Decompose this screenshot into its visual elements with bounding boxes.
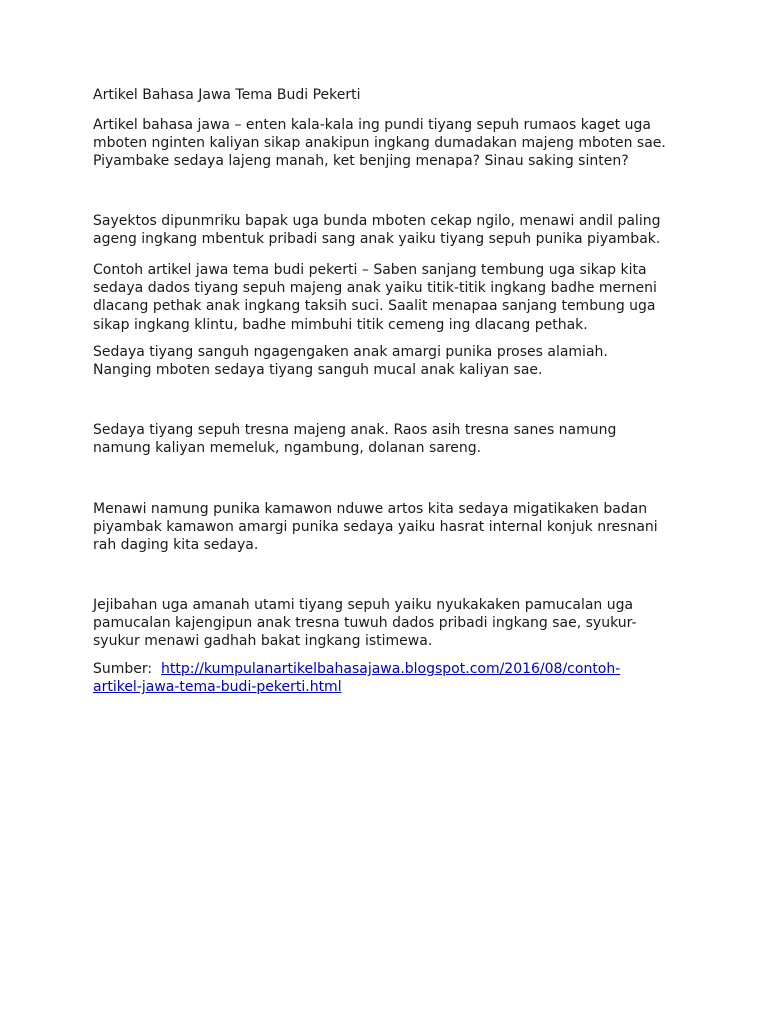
source-link[interactable]: http://kumpulanartikelbahasajawa.blogspot.com/2016/08/contoh- [161,661,621,677]
paragraph-line: Nanging mboten sedaya tiyang sanguh mucal anak kaliyan sae. [93,362,543,379]
paragraph-7 [93,596,637,651]
paragraph-line: mboten nginten kaliyan sikap anakipun ingkang dumadakan majeng mboten sae. [93,135,666,152]
paragraph-line: Sayektos dipunmriku bapak uga bunda mboten cekap ngilo, menawi andil paling [93,213,661,229]
source-line-1 [93,660,620,678]
paragraph-line: pamucalan kajengipun anak tresna tuwuh dados pribadi ingkang sae, syukur- [93,615,637,632]
paragraph-2 [93,212,660,248]
paragraph-line: Sedaya tiyang sanguh ngagengaken anak amargi punika proses alamiah. [93,344,608,360]
paragraph-line: sedaya dados tiyang sepuh majeng anak yaiku titik-titik ingkang badhe merneni [93,280,657,297]
paragraph-line: Piyambake sedaya lajeng manah, ket benjing menapa? Sinau saking sinten? [93,153,629,170]
paragraph-4 [93,343,608,379]
paragraph-line: piyambak kamawon amargi punika sedaya yaiku hasrat internal konjuk nresnani [93,519,658,536]
source-label: Sumber: [93,661,153,677]
paragraph-line: namung kaliyan memeluk, ngambung, dolanan sareng. [93,440,482,457]
source-line-2 [93,678,620,696]
paragraph-line: rah daging kita sedaya. [93,537,259,554]
paragraph-line: syukur menawi gadhah bakat ingkang istimewa. [93,633,433,650]
document-body [93,86,693,696]
paragraph-line: sikap ingkang klintu, badhe mimbuhi titik cemeng ing dlacang pethak. [93,316,588,333]
document-title: Artikel Bahasa Jawa Tema Budi Pekerti [93,87,361,103]
source-citation [93,660,620,696]
paragraph-1 [93,116,666,171]
paragraph-line: dlacang pethak anak ingkang taksih suci. Saalit menapaa sanjang tembung uga [93,298,656,315]
paragraph-line: ageng ingkang mbentuk pribadi sang anak yaiku tiyang sepuh punika piyambak. [93,231,661,248]
paragraph-line: Sedaya tiyang sepuh tresna majeng anak. Raos asih tresna sanes namung [93,422,617,438]
paragraph-5 [93,421,616,457]
paragraph-line: Artikel bahasa jawa – enten kala-kala ing pundi tiyang sepuh rumaos kaget uga [93,117,651,133]
source-link-continued[interactable]: artikel-jawa-tema-budi-pekerti.html [93,679,342,696]
paragraph-3 [93,261,657,334]
paragraph-6 [93,500,658,555]
paragraph-line: Jejibahan uga amanah utami tiyang sepuh yaiku nyukakaken pamucalan uga [93,597,634,613]
paragraph-line: Menawi namung punika kamawon nduwe artos kita sedaya migatikaken badan [93,501,648,517]
paragraph-line: Contoh artikel jawa tema budi pekerti – Saben sanjang tembung uga sikap kita [93,262,647,278]
